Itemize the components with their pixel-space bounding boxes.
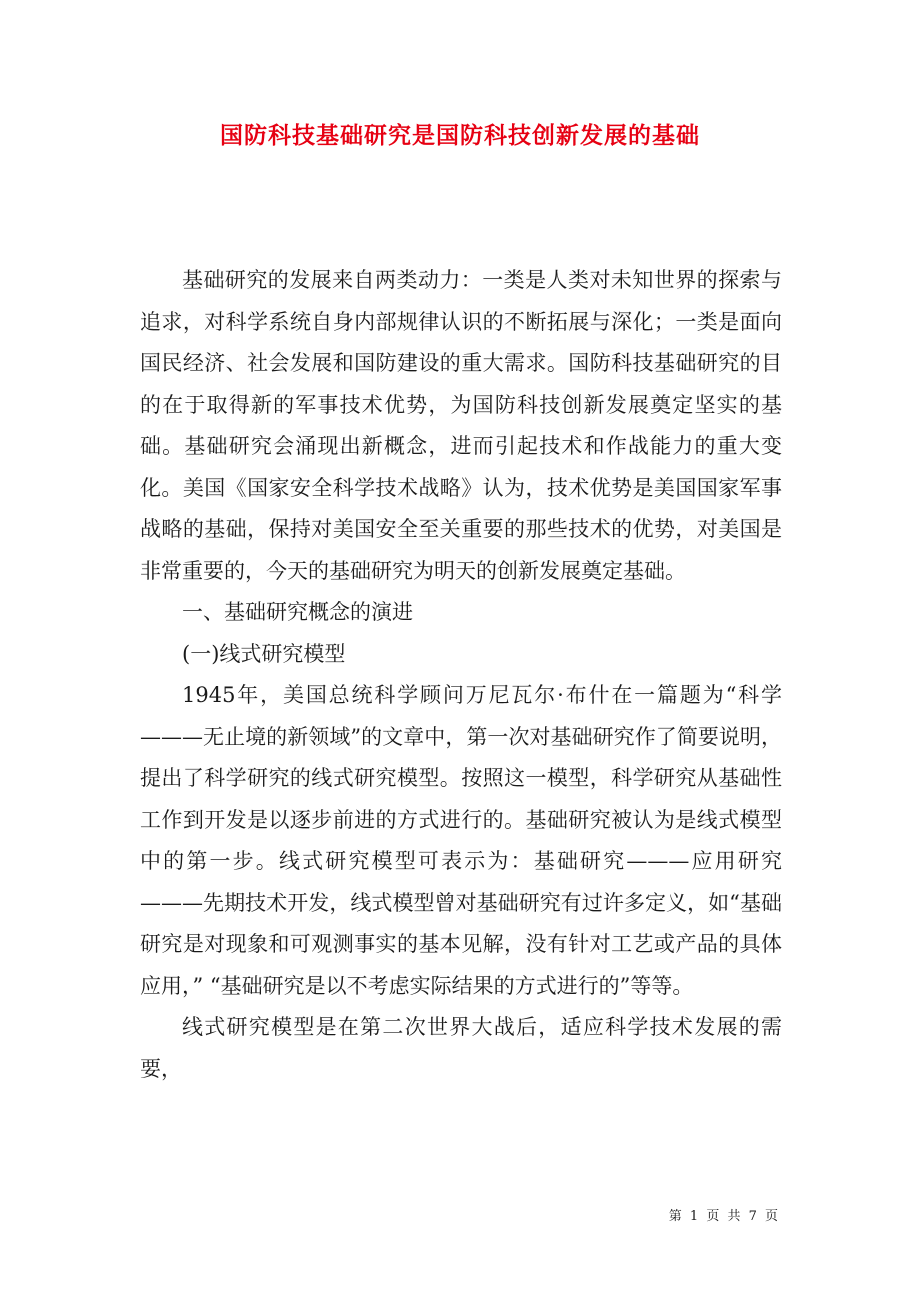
paragraph-linear-model: 1945年，美国总统科学顾问万尼瓦尔·布什在一篇题为“科学———无止境的新领域”的文章中，第一次对基础研究作了简要说明，提出了科学研究的线式研究模型。按照这一模型，科学研究从基础性工作到开发是以逐步前进的方式进行的。基础研究被认为是线式模型中的第一步。线式研究模型可表示为：基础研究———应用研究———先期技术开发，线式模型曾对基础研究有过许多定义，如“基础研究是对现象和可观测事实的基本见解，没有针对工艺或产品的具体应用，” “基础研究是以不考虑实际结果的方式进行的”等等。 [140,683,782,998]
section-heading: 一、基础研究概念的演进 [182,600,413,624]
paragraph-intro: 基础研究的发展来自两类动力：一类是人类对未知世界的探索与追求，对科学系统自身内部规律认识的不断拓展与深化；一类是面向国民经济、社会发展和国防建设的重大需求。国防科技基础研究的目的在于取得新的军事技术优势，为国防科技创新发展奠定坚实的基础。基础研究会涌现出新概念，进而引起技术和作战能力的重大变化。美国《国家安全科学技术战略》认为，技术优势是美国国家军事战略的基础，保持对美国安全至关重要的那些技术的优势，对美国是非常重要的，今天的基础研究为明天的创新发展奠定基础。 [140,268,782,583]
page-number-footer: 第 1 页 共 7 页 [668,1209,780,1224]
paragraph-continuation: 线式研究模型是在第二次世界大战后，适应科学技术发展的需要， [140,1015,782,1081]
document-title: 国防科技基础研究是国防科技创新发展的基础 [220,122,700,149]
subsection-heading: (一)线式研究模型 [182,641,346,666]
document-body [140,260,782,1090]
